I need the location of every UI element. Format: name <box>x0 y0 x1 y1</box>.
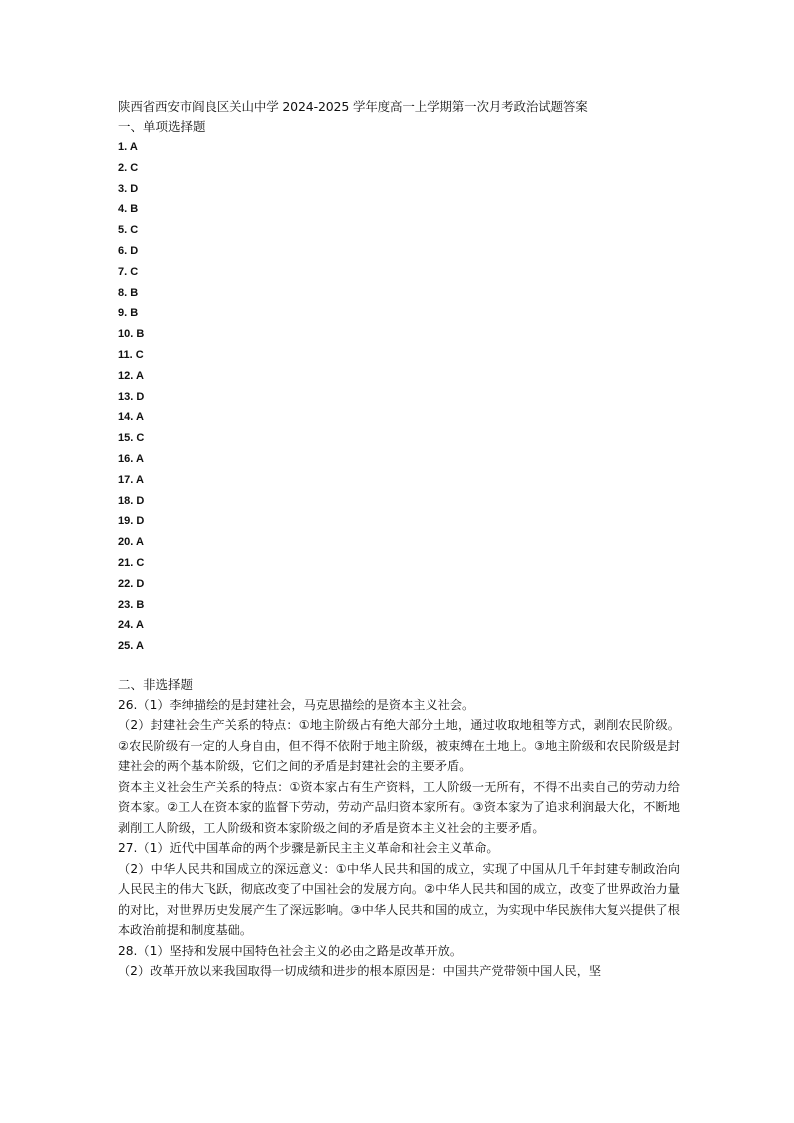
answer-item: 2. C <box>118 161 139 174</box>
document-page <box>118 97 680 982</box>
answer-26-part-2-capitalist: 资本主义社会生产关系的特点：①资本家占有生产资料，工人阶级一无所有，不得不出卖自己的劳动力给资本家。②工人在资本家的监督下劳动，劳动产品归资本家所有。③资本家为了追求利润最大化，不断地剥削工人阶级，工人阶级和资本家阶级之间的矛盾是资本主义社会的主要矛盾。 <box>118 779 680 835</box>
answer-item: 1. A <box>118 141 138 153</box>
answer-27-part-2: （2）中华人民共和国成立的深远意义：①中华人民共和国的成立，实现了中国从几千年封建专制政治向人民民主的伟大飞跃，彻底改变了中国社会的发展方向。②中华人民共和国的成立，改变了世界政治力量的对比，对世界历史发展产生了深远影响。③中华人民共和国的成立，为实现中华民族伟大复兴提供了根本政治前提和制度基础。 <box>118 861 680 938</box>
answer-item: 8. B <box>118 286 139 299</box>
answer-item: 12. A <box>118 369 144 382</box>
answer-27-part-1: 27.（1）近代中国革命的两个步骤是新民主主义革命和社会主义革命。 <box>118 841 499 856</box>
answer-list <box>118 137 680 657</box>
section-heading-non-choice: 二、非选择题 <box>118 676 194 692</box>
answer-26-part-1: 26.（1）李绅描绘的是封建社会，马克思描绘的是资本主义社会。 <box>118 697 475 712</box>
answer-item: 15. C <box>118 432 145 445</box>
answer-item: 24. A <box>118 619 144 632</box>
document-title: 陕西省西安市阎良区关山中学 2024-2025 学年度高一上学期第一次月考政治试题答案 <box>118 99 588 114</box>
answer-item: 4. B <box>118 203 139 216</box>
answer-item: 5. C <box>118 224 139 237</box>
answer-item: 20. A <box>118 536 144 549</box>
answer-item: 21. C <box>118 556 145 569</box>
answer-item: 25. A <box>118 640 144 653</box>
answer-item: 23. B <box>118 598 145 611</box>
answer-28-part-2: （2）改革开放以来我国取得一切成绩和进步的根本原因是：中国共产党带领中国人民，坚 <box>118 964 602 979</box>
answer-item: 9. B <box>118 307 139 320</box>
section-spacer <box>118 657 680 675</box>
answer-item: 10. B <box>118 328 145 341</box>
answer-item: 11. C <box>118 348 144 361</box>
answer-item: 6. D <box>118 244 139 257</box>
answer-28-part-1: 28.（1）坚持和发展中国特色社会主义的必由之路是改革开放。 <box>118 943 463 958</box>
answer-item: 14. A <box>118 411 144 424</box>
answer-item: 18. D <box>118 494 145 507</box>
answer-item: 19. D <box>118 515 145 528</box>
answer-26-part-2-feudal: （2）封建社会生产关系的特点：①地主阶级占有绝大部分土地，通过收取地租等方式，剥削农民阶级。②农民阶级有一定的人身自由，但不得不依附于地主阶级，被束缚在土地上。③地主阶级和农民阶级是封建社会的两个基本阶级，它们之间的矛盾是封建社会的主要矛盾。 <box>118 718 680 774</box>
answer-item: 13. D <box>118 390 145 403</box>
section-heading-multiple-choice: 一、单项选择题 <box>118 119 206 134</box>
answer-item: 3. D <box>118 182 139 195</box>
answer-item: 22. D <box>118 577 145 590</box>
answer-item: 16. A <box>118 452 144 465</box>
answer-item: 17. A <box>118 473 144 486</box>
answer-item: 7. C <box>118 265 139 278</box>
